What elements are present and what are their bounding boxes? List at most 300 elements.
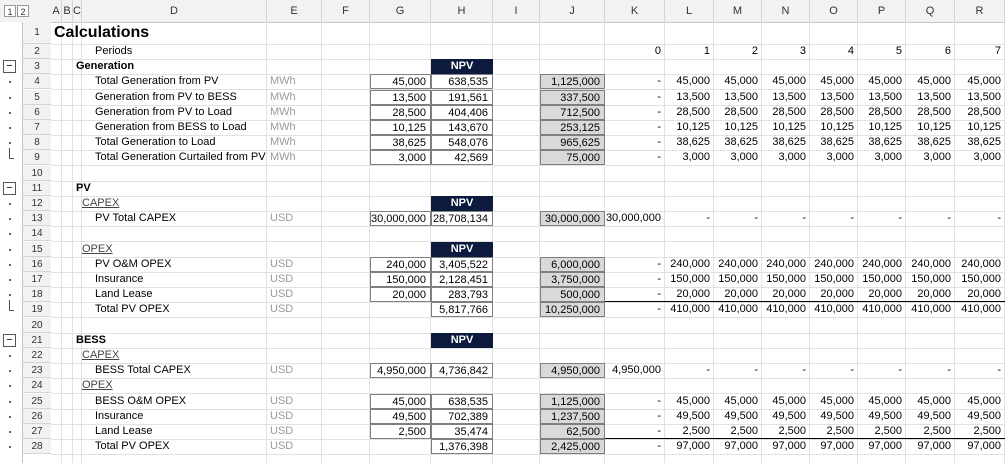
period-value-cell[interactable]: - — [706, 212, 710, 225]
outline-gutter — [0, 22, 23, 463]
period-value-cell[interactable]: 150,000 — [862, 273, 902, 285]
outline-dot — [9, 264, 11, 266]
period-value-cell[interactable]: 10,125 — [724, 121, 758, 133]
outline-level-1-button[interactable]: 1 — [4, 5, 16, 17]
npv-header[interactable]: NPV — [431, 242, 493, 257]
period-value-cell[interactable]: - — [657, 75, 661, 88]
total-value-cell[interactable]: 30,000,000 — [540, 211, 605, 226]
period-value-cell[interactable]: 240,000 — [862, 257, 902, 270]
period-value-cell[interactable]: 410,000 — [670, 303, 710, 316]
period-value-cell[interactable]: 3,000 — [778, 151, 806, 164]
period-value-cell[interactable]: 3,000 — [682, 151, 710, 164]
period-value-cell[interactable]: 49,500 — [676, 409, 710, 422]
period-value-cell[interactable]: - — [754, 364, 758, 377]
period-value-cell[interactable]: 28,500 — [772, 105, 806, 118]
period-value-cell[interactable]: 38,625 — [967, 136, 1001, 149]
period-value-cell[interactable]: 10,125 — [868, 121, 902, 133]
period-value-cell[interactable]: 97,000 — [820, 440, 854, 453]
period-value-cell[interactable]: - — [754, 212, 758, 225]
period-value-cell[interactable]: 45,000 — [868, 394, 902, 407]
outline-dot — [9, 112, 11, 114]
period-value-cell[interactable]: 38,625 — [868, 136, 902, 149]
row-label[interactable]: BESS Total CAPEX — [95, 364, 191, 377]
period-value-cell[interactable]: 13,500 — [772, 90, 806, 103]
period-value-cell[interactable]: 4,950,000 — [612, 364, 661, 377]
period-value-cell[interactable]: 10,125 — [772, 121, 806, 133]
period-value-cell[interactable]: 49,500 — [967, 409, 1001, 422]
period-value-cell[interactable]: 10,125 — [676, 121, 710, 133]
period-value-cell[interactable]: 45,000 — [868, 75, 902, 88]
period-value-cell[interactable]: - — [657, 105, 661, 118]
row-header-9[interactable]: 9 — [23, 150, 51, 165]
period-value-cell[interactable]: 45,000 — [772, 75, 806, 88]
column-header-c[interactable]: C — [73, 0, 82, 22]
period-value-cell[interactable]: - — [657, 409, 661, 422]
subheader-capex[interactable]: CAPEX — [82, 197, 120, 209]
period-value-cell[interactable]: - — [605, 287, 665, 302]
period-value-cell[interactable]: 45,000 — [967, 394, 1001, 407]
row-label[interactable]: Total PV OPEX — [95, 303, 170, 316]
period-value-cell[interactable]: 45,000 — [676, 394, 710, 407]
unit-label[interactable]: USD — [270, 394, 294, 407]
period-value-cell[interactable]: 20,000 — [810, 287, 858, 302]
period-value-cell[interactable]: 3,000 — [874, 151, 902, 164]
row-header-28[interactable]: 28 — [23, 439, 51, 454]
outline-dot — [9, 203, 11, 205]
npv-value-cell[interactable]: 548,076 — [431, 135, 493, 150]
period-header[interactable]: 0 — [654, 45, 661, 57]
unit-label[interactable]: USD — [270, 303, 294, 316]
row-header-12[interactable]: 12 — [23, 196, 51, 211]
column-header-n[interactable]: N — [762, 0, 810, 22]
total-value-cell[interactable]: 2,425,000 — [540, 439, 605, 454]
period-header[interactable]: 6 — [944, 45, 951, 57]
unit-label[interactable]: MWh — [270, 151, 296, 164]
period-value-cell[interactable]: - — [657, 90, 661, 103]
period-value-cell[interactable]: 38,625 — [820, 136, 854, 149]
total-value-cell[interactable]: 1,237,500 — [540, 409, 605, 424]
period-value-cell[interactable]: 3,000 — [826, 151, 854, 164]
row-header-21[interactable]: 21 — [23, 333, 51, 348]
period-value-cell[interactable]: 20,000 — [858, 287, 906, 302]
column-header-e[interactable]: E — [267, 0, 322, 22]
total-value-cell[interactable]: 712,500 — [540, 105, 605, 120]
row-label[interactable]: Land Lease — [95, 425, 153, 437]
total-value-cell[interactable]: 6,000,000 — [540, 257, 605, 272]
period-value-cell[interactable]: - — [997, 212, 1001, 225]
input-value-cell[interactable]: 150,000 — [370, 272, 431, 287]
unit-label[interactable]: MWh — [270, 105, 296, 118]
period-value-cell[interactable]: 10,125 — [820, 121, 854, 133]
column-header-q[interactable]: Q — [906, 0, 955, 22]
period-value-cell[interactable]: 45,000 — [917, 394, 951, 407]
period-header[interactable]: 5 — [895, 45, 902, 57]
row-label[interactable]: Generation from PV to Load — [95, 105, 232, 118]
input-value-cell[interactable]: 13,500 — [370, 90, 431, 105]
period-value-cell[interactable]: 10,125 — [917, 121, 951, 133]
period-value-cell[interactable]: 240,000 — [961, 257, 1001, 270]
period-value-cell[interactable]: 240,000 — [766, 257, 806, 270]
period-value-cell[interactable]: 2,500 — [906, 424, 955, 439]
row-header-19[interactable]: 19 — [23, 302, 51, 317]
period-value-cell[interactable]: 2,500 — [810, 424, 858, 439]
row-header-7[interactable]: 7 — [23, 120, 51, 135]
period-value-cell[interactable]: 240,000 — [814, 257, 854, 270]
row-header-23[interactable]: 23 — [23, 363, 51, 378]
period-value-cell[interactable]: - — [947, 364, 951, 377]
outline-dot — [9, 218, 11, 220]
gridline — [61, 22, 62, 463]
total-value-cell[interactable]: 62,500 — [540, 424, 605, 439]
outline-level-2-button[interactable]: 2 — [17, 5, 29, 17]
input-value-cell[interactable]: 45,000 — [370, 394, 431, 409]
column-header-r[interactable]: R — [955, 0, 1005, 22]
row-label[interactable]: Insurance — [95, 273, 144, 285]
period-value-cell[interactable]: - — [657, 151, 661, 164]
period-value-cell[interactable]: 410,000 — [814, 303, 854, 316]
period-value-cell[interactable]: 13,500 — [967, 90, 1001, 103]
input-value-cell[interactable]: 240,000 — [370, 257, 431, 272]
period-value-cell[interactable]: 45,000 — [820, 75, 854, 88]
period-value-cell[interactable]: 45,000 — [917, 75, 951, 88]
npv-header[interactable]: NPV — [431, 196, 493, 211]
row-header-1[interactable]: 1 — [23, 22, 51, 44]
npv-value-cell[interactable]: 283,793 — [431, 287, 493, 302]
subheader-capex[interactable]: CAPEX — [82, 349, 120, 361]
outline-dot — [9, 294, 11, 296]
unit-label[interactable]: USD — [270, 273, 294, 285]
period-value-cell[interactable]: 97,000 — [676, 440, 710, 453]
unit-label[interactable]: USD — [270, 440, 294, 453]
period-value-cell[interactable]: 10,125 — [967, 121, 1001, 133]
row-header-27[interactable]: 27 — [23, 424, 51, 439]
column-header-l[interactable]: L — [665, 0, 714, 22]
row-label[interactable]: PV Total CAPEX — [95, 212, 177, 225]
outline-bracket-line — [9, 148, 10, 158]
npv-header[interactable]: NPV — [431, 333, 493, 348]
period-value-cell[interactable]: - — [657, 136, 661, 149]
unit-label[interactable]: USD — [270, 425, 294, 437]
unit-label[interactable]: MWh — [270, 136, 296, 149]
period-value-cell[interactable]: - — [605, 424, 665, 439]
period-value-cell[interactable]: - — [657, 394, 661, 407]
collapse-group-button[interactable]: − — [3, 182, 16, 195]
gridline — [51, 454, 1005, 455]
section-header-bess[interactable]: BESS — [76, 333, 106, 346]
period-value-cell[interactable]: 97,000 — [724, 440, 758, 453]
row-label[interactable]: Generation from PV to BESS — [95, 90, 237, 103]
row-header-24[interactable]: 24 — [23, 378, 51, 393]
period-value-cell[interactable]: 410,000 — [862, 303, 902, 316]
period-value-cell[interactable]: 150,000 — [670, 273, 710, 285]
row-header-3[interactable]: 3 — [23, 59, 51, 74]
period-value-cell[interactable]: 97,000 — [772, 440, 806, 453]
period-value-cell[interactable]: 2,500 — [762, 424, 810, 439]
column-header-h[interactable]: H — [431, 0, 493, 22]
unit-label[interactable]: USD — [270, 212, 294, 225]
row-header-17[interactable]: 17 — [23, 272, 51, 287]
period-value-cell[interactable]: 28,500 — [917, 105, 951, 118]
period-value-cell[interactable]: - — [850, 364, 854, 377]
collapse-group-button[interactable]: − — [3, 60, 16, 73]
period-value-cell[interactable]: 49,500 — [917, 409, 951, 422]
row-header-14[interactable]: 14 — [23, 226, 51, 241]
period-value-cell[interactable]: 150,000 — [766, 273, 806, 285]
period-value-cell[interactable]: 13,500 — [676, 90, 710, 103]
input-value-cell[interactable]: 4,950,000 — [370, 363, 431, 378]
column-header-i[interactable]: I — [493, 0, 540, 22]
period-value-cell[interactable]: 2,500 — [955, 424, 1005, 439]
period-value-cell[interactable]: 28,500 — [724, 105, 758, 118]
row-header-22[interactable]: 22 — [23, 348, 51, 363]
period-value-cell[interactable]: 49,500 — [820, 409, 854, 422]
unit-label[interactable]: USD — [270, 288, 294, 301]
total-value-cell[interactable]: 965,625 — [540, 135, 605, 150]
period-value-cell[interactable]: 3,000 — [730, 151, 758, 164]
period-value-cell[interactable]: 45,000 — [820, 394, 854, 407]
column-header-k[interactable]: K — [605, 0, 665, 22]
row-label[interactable]: Land Lease — [95, 288, 153, 301]
gridline — [51, 165, 1005, 166]
unit-label[interactable]: USD — [270, 409, 294, 422]
outline-dot — [9, 370, 11, 372]
npv-value-cell[interactable]: 191,561 — [431, 90, 493, 105]
row-label[interactable]: PV O&M OPEX — [95, 257, 172, 270]
row-header-16[interactable]: 16 — [23, 257, 51, 272]
gridline — [72, 22, 73, 463]
column-header-d[interactable]: D — [82, 0, 267, 22]
period-value-cell[interactable]: - — [657, 121, 661, 133]
collapse-group-button[interactable]: − — [3, 334, 16, 347]
period-value-cell[interactable]: 2,500 — [858, 424, 906, 439]
total-value-cell[interactable]: 500,000 — [540, 287, 605, 302]
period-value-cell[interactable]: 38,625 — [676, 136, 710, 149]
period-value-cell[interactable]: 97,000 — [917, 440, 951, 453]
input-value-cell[interactable]: 28,500 — [370, 105, 431, 120]
period-value-cell[interactable]: 45,000 — [724, 394, 758, 407]
outline-dot — [9, 431, 11, 433]
period-header[interactable]: 3 — [799, 45, 806, 57]
outline-bracket-line — [9, 300, 10, 310]
total-value-cell[interactable]: 337,500 — [540, 90, 605, 105]
total-value-cell[interactable]: 253,125 — [540, 120, 605, 135]
period-value-cell[interactable]: - — [657, 273, 661, 285]
row-header-4[interactable]: 4 — [23, 74, 51, 89]
period-value-cell[interactable]: - — [657, 257, 661, 270]
period-value-cell[interactable]: - — [802, 364, 806, 377]
row-header-15[interactable]: 15 — [23, 242, 51, 257]
total-value-cell[interactable]: 1,125,000 — [540, 74, 605, 89]
row-header-13[interactable]: 13 — [23, 211, 51, 226]
period-value-cell[interactable]: - — [657, 440, 661, 453]
worksheet-grid[interactable] — [51, 22, 1005, 463]
period-value-cell[interactable]: 49,500 — [724, 409, 758, 422]
row-label[interactable]: Total Generation from PV — [95, 75, 219, 88]
period-value-cell[interactable]: 240,000 — [911, 257, 951, 270]
period-value-cell[interactable]: - — [898, 212, 902, 225]
unit-label[interactable]: MWh — [270, 121, 296, 133]
period-value-cell[interactable]: - — [802, 212, 806, 225]
period-value-cell[interactable]: 45,000 — [772, 394, 806, 407]
period-value-cell[interactable]: 20,000 — [714, 287, 762, 302]
period-value-cell[interactable]: 38,625 — [772, 136, 806, 149]
row-label[interactable]: Generation from BESS to Load — [95, 121, 247, 133]
period-value-cell[interactable]: 13,500 — [917, 90, 951, 103]
total-value-cell[interactable]: 3,750,000 — [540, 272, 605, 287]
period-value-cell[interactable]: 28,500 — [676, 105, 710, 118]
period-value-cell[interactable]: 150,000 — [718, 273, 758, 285]
npv-value-cell[interactable]: 1,376,398 — [431, 439, 493, 454]
npv-header[interactable]: NPV — [431, 59, 493, 74]
column-header-m[interactable]: M — [714, 0, 762, 22]
period-header[interactable]: 4 — [847, 45, 854, 57]
outline-dot — [9, 416, 11, 418]
row-header-11[interactable]: 11 — [23, 181, 51, 196]
column-header-g[interactable]: G — [370, 0, 431, 22]
npv-value-cell[interactable]: 702,389 — [431, 409, 493, 424]
section-header-pv[interactable]: PV — [76, 181, 91, 194]
period-value-cell[interactable]: 410,000 — [718, 303, 758, 316]
sheet-title[interactable]: Calculations — [54, 24, 150, 41]
period-value-cell[interactable]: 97,000 — [967, 440, 1001, 453]
unit-label[interactable]: USD — [270, 257, 294, 270]
total-value-cell[interactable]: 4,950,000 — [540, 363, 605, 378]
row-header-26[interactable]: 26 — [23, 409, 51, 424]
input-value-cell[interactable]: 45,000 — [370, 74, 431, 89]
period-value-cell[interactable]: 45,000 — [676, 75, 710, 88]
column-header-a[interactable]: A — [51, 0, 62, 22]
periods-label[interactable]: Periods — [95, 45, 133, 57]
period-value-cell[interactable]: 97,000 — [868, 440, 902, 453]
npv-value-cell[interactable]: 3,405,522 — [431, 257, 493, 272]
subheader-opex[interactable]: OPEX — [82, 379, 113, 392]
row-header-5[interactable]: 5 — [23, 90, 51, 105]
npv-value-cell[interactable]: 143,670 — [431, 120, 493, 135]
period-value-cell[interactable]: - — [997, 364, 1001, 377]
period-value-cell[interactable]: - — [850, 212, 854, 225]
column-header-b[interactable]: B — [62, 0, 73, 22]
period-header[interactable]: 7 — [994, 45, 1001, 57]
row-header-18[interactable]: 18 — [23, 287, 51, 302]
row-header-25[interactable]: 25 — [23, 394, 51, 409]
gridline — [51, 333, 1005, 334]
total-value-cell[interactable]: 75,000 — [540, 150, 605, 165]
npv-value-cell[interactable]: 638,535 — [431, 394, 493, 409]
unit-label[interactable]: USD — [270, 364, 294, 377]
row-header-8[interactable]: 8 — [23, 135, 51, 150]
unit-label[interactable]: MWh — [270, 90, 296, 103]
row-header-10[interactable]: 10 — [23, 166, 51, 181]
npv-value-cell[interactable]: 28,708,134 — [431, 211, 493, 226]
period-value-cell[interactable]: 49,500 — [772, 409, 806, 422]
period-value-cell[interactable]: 13,500 — [724, 90, 758, 103]
period-value-cell[interactable]: 38,625 — [917, 136, 951, 149]
outline-bracket-end — [9, 310, 14, 311]
period-value-cell[interactable]: 150,000 — [814, 273, 854, 285]
column-header-p[interactable]: P — [858, 0, 906, 22]
period-header[interactable]: 2 — [751, 45, 758, 57]
outline-dot — [9, 355, 11, 357]
period-value-cell[interactable]: 20,000 — [906, 287, 955, 302]
row-label[interactable]: Total PV OPEX — [95, 440, 170, 453]
input-value-cell[interactable]: 20,000 — [370, 287, 431, 302]
npv-value-cell[interactable]: 404,406 — [431, 105, 493, 120]
period-value-cell[interactable]: 13,500 — [868, 90, 902, 103]
period-value-cell[interactable]: 28,500 — [868, 105, 902, 118]
section-header-generation[interactable]: Generation — [76, 60, 135, 73]
row-label[interactable]: BESS O&M OPEX — [95, 394, 187, 407]
column-header-o[interactable]: O — [810, 0, 858, 22]
input-value-cell[interactable]: 38,625 — [370, 135, 431, 150]
npv-value-cell[interactable]: 5,817,766 — [431, 302, 493, 317]
period-value-cell[interactable]: 20,000 — [955, 287, 1005, 302]
subheader-opex[interactable]: OPEX — [82, 242, 113, 255]
period-value-cell[interactable]: 3,000 — [973, 151, 1001, 164]
period-value-cell[interactable]: 38,625 — [724, 136, 758, 149]
period-value-cell[interactable]: 45,000 — [724, 75, 758, 88]
row-label[interactable]: Insurance — [95, 409, 144, 422]
outline-dot — [9, 127, 11, 129]
column-header-j[interactable]: J — [540, 0, 605, 22]
row-header-20[interactable]: 20 — [23, 318, 51, 333]
period-value-cell[interactable]: 3,000 — [923, 151, 951, 164]
row-header-6[interactable]: 6 — [23, 105, 51, 120]
period-value-cell[interactable]: - — [706, 364, 710, 377]
input-value-cell[interactable]: 3,000 — [370, 150, 431, 165]
period-value-cell[interactable]: 20,000 — [665, 287, 714, 302]
npv-value-cell[interactable]: 42,569 — [431, 150, 493, 165]
row-header-2[interactable]: 2 — [23, 44, 51, 59]
period-value-cell[interactable]: 410,000 — [766, 303, 806, 316]
period-value-cell[interactable]: 240,000 — [670, 257, 710, 270]
period-value-cell[interactable]: 2,500 — [665, 424, 714, 439]
period-value-cell[interactable]: 150,000 — [961, 273, 1001, 285]
period-value-cell[interactable]: 20,000 — [762, 287, 810, 302]
period-value-cell[interactable]: 240,000 — [718, 257, 758, 270]
period-value-cell[interactable]: 28,500 — [820, 105, 854, 118]
row-label[interactable]: Total Generation Curtailed from PV — [95, 151, 266, 164]
total-value-cell[interactable]: 1,125,000 — [540, 394, 605, 409]
column-header-f[interactable]: F — [322, 0, 370, 22]
npv-value-cell[interactable]: 638,535 — [431, 74, 493, 89]
unit-label[interactable]: MWh — [270, 75, 296, 88]
input-value-cell[interactable]: 2,500 — [370, 424, 431, 439]
period-value-cell[interactable]: 30,000,000 — [605, 212, 661, 225]
period-value-cell[interactable]: 45,000 — [967, 75, 1001, 88]
row-label[interactable]: Total Generation to Load — [95, 136, 216, 149]
outline-dot — [9, 401, 11, 403]
total-value-cell[interactable]: 10,250,000 — [540, 302, 605, 317]
period-value-cell[interactable]: - — [947, 212, 951, 225]
period-value-cell[interactable]: 150,000 — [911, 273, 951, 285]
outline-dot — [9, 97, 11, 99]
period-value-cell[interactable]: 2,500 — [714, 424, 762, 439]
input-value-cell[interactable]: 49,500 — [370, 409, 431, 424]
period-value-cell[interactable]: 410,000 — [911, 303, 951, 316]
period-value-cell[interactable]: 28,500 — [967, 105, 1001, 118]
period-value-cell[interactable]: - — [657, 303, 661, 316]
period-header[interactable]: 1 — [703, 45, 710, 57]
period-value-cell[interactable]: - — [898, 364, 902, 377]
npv-value-cell[interactable]: 2,128,451 — [431, 272, 493, 287]
period-value-cell[interactable]: 13,500 — [820, 90, 854, 103]
input-value-cell[interactable]: 10,125 — [370, 120, 431, 135]
npv-value-cell[interactable]: 35,474 — [431, 424, 493, 439]
npv-value-cell[interactable]: 4,736,842 — [431, 363, 493, 378]
input-value-cell[interactable]: 30,000,000 — [370, 211, 431, 226]
period-value-cell[interactable]: 49,500 — [868, 409, 902, 422]
period-value-cell[interactable]: 410,000 — [961, 303, 1001, 316]
